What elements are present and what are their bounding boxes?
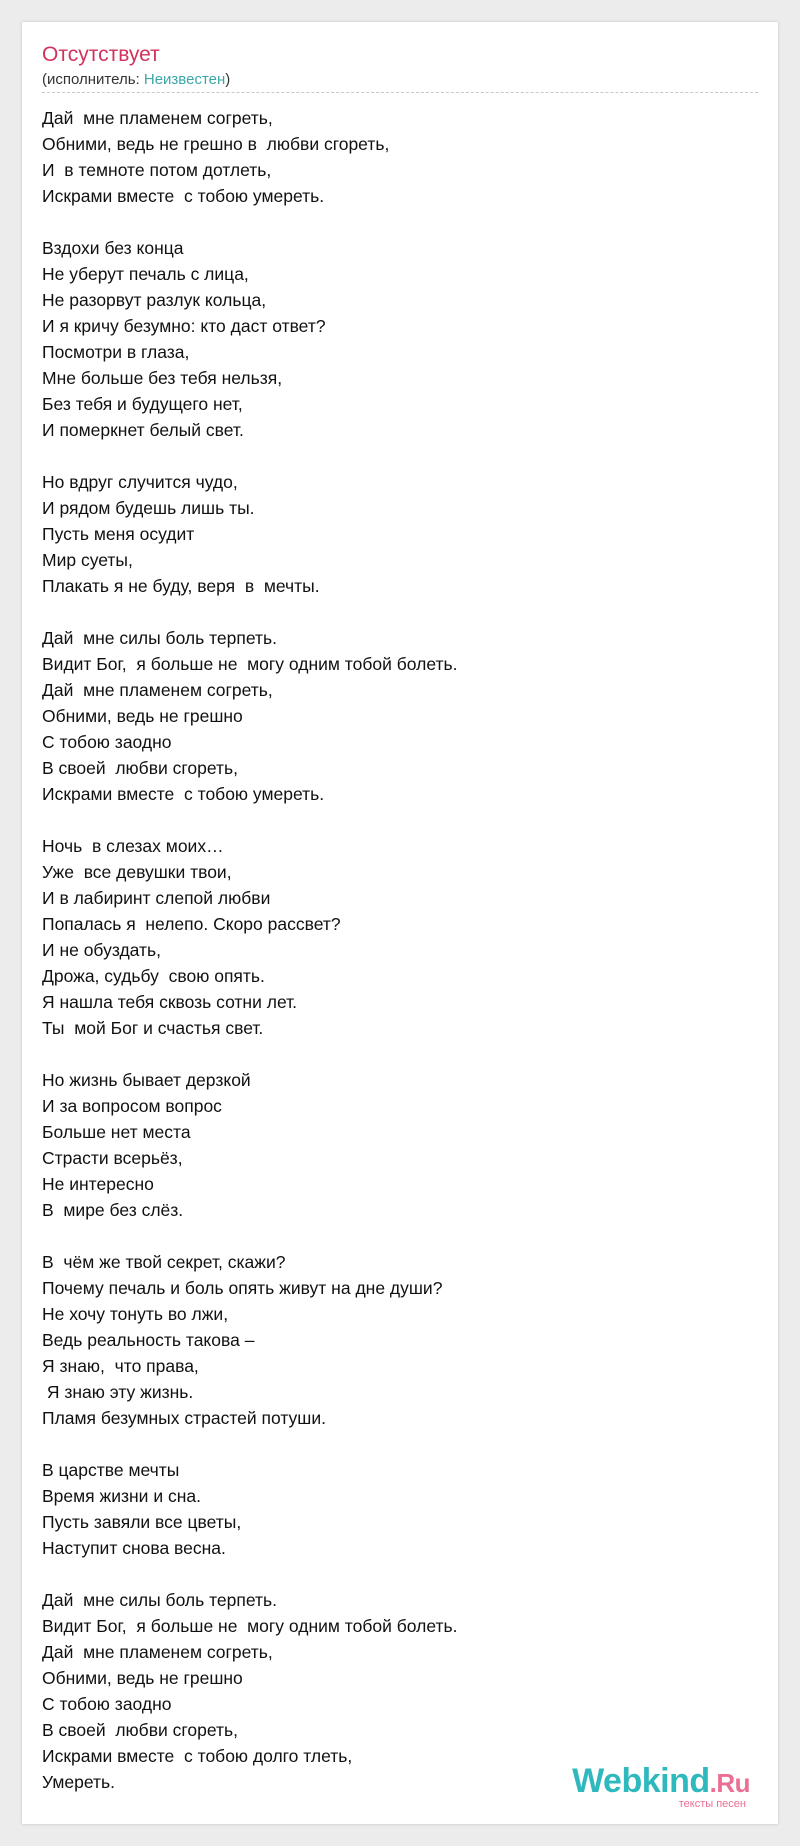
lyrics-line: Наступит снова весна. [42, 1538, 226, 1558]
lyrics-line: Уже все девушки твои, [42, 862, 232, 882]
lyrics-line: Дрожа, судьбу свою опять. [42, 966, 265, 986]
lyrics-line: Дай мне пламенем согреть, [42, 680, 273, 700]
lyrics-line: Не уберут печаль с лица, [42, 264, 249, 284]
song-title: Отсутствует [42, 43, 160, 66]
page-card [22, 22, 778, 1824]
lyrics-line: Обними, ведь не грешно [42, 706, 243, 726]
performer-line [42, 70, 758, 90]
lyrics-line: Я знаю эту жизнь. [42, 1382, 194, 1402]
lyrics-line: Пламя безумных страстей потуши. [42, 1408, 326, 1428]
lyrics-line: Не хочу тонуть во лжи, [42, 1304, 229, 1324]
lyrics-line: И не обуздать, [42, 940, 162, 960]
lyrics-line: Пусть завяли все цветы, [42, 1512, 242, 1532]
lyrics-line: Мир суеты, [42, 550, 133, 570]
lyrics-line: Обними, ведь не грешно [42, 1668, 243, 1688]
logo-tagline: тексты песен [678, 1798, 746, 1810]
lyrics-line: Дай мне пламенем согреть, [42, 108, 273, 128]
lyrics-line: Видит Бог, я больше не могу одним тобой болеть. [42, 1616, 458, 1636]
lyrics-line: Вздохи без конца [42, 238, 184, 258]
lyrics-line: Я знаю, что права, [42, 1356, 199, 1376]
lyrics-line: Дай мне силы боль терпеть. [42, 628, 278, 648]
lyrics-stanza [42, 235, 758, 443]
lyrics-line: Почему печаль и боль опять живут на дне души? [42, 1278, 443, 1298]
lyrics-stanza [42, 1067, 758, 1223]
lyrics-line: Время жизни и сна. [42, 1486, 201, 1506]
lyrics-line: Но вдруг случится чудо, [42, 472, 238, 492]
lyrics-line: И в темноте потом дотлеть, [42, 160, 272, 180]
lyrics-line: Умереть. [42, 1772, 115, 1792]
lyrics-line: В своей любви сгореть, [42, 758, 239, 778]
lyrics-line: Ведь реальность такова – [42, 1330, 255, 1350]
song-header [42, 42, 758, 93]
performer-suffix: ) [225, 71, 231, 88]
logo-tld: .Ru [709, 1768, 750, 1798]
lyrics-line: Дай мне силы боль терпеть. [42, 1590, 278, 1610]
site-logo[interactable] [572, 1764, 750, 1810]
header-divider [42, 92, 758, 93]
lyrics-line: Обними, ведь не грешно в любви сгореть, [42, 134, 390, 154]
lyrics-line: И померкнет белый свет. [42, 420, 244, 440]
lyrics-line: Не интересно [42, 1174, 154, 1194]
lyrics-line: И в лабиринт слепой любви [42, 888, 271, 908]
lyrics-line: Искрами вместе с тобою долго тлеть, [42, 1746, 353, 1766]
lyrics-line: В своей любви сгореть, [42, 1720, 239, 1740]
lyrics-line: Я нашла тебя сквозь сотни лет. [42, 992, 298, 1012]
lyrics-stanza [42, 1457, 758, 1561]
lyrics-line: В чём же твой секрет, скажи? [42, 1252, 286, 1272]
lyrics-line: Не разорвут разлук кольца, [42, 290, 267, 310]
lyrics-stanza [42, 625, 758, 807]
lyrics-line: С тобою заодно [42, 732, 172, 752]
lyrics-stanza [42, 469, 758, 599]
lyrics-line: Ты мой Бог и счастья свет. [42, 1018, 264, 1038]
lyrics-line: Ночь в слезах моих… [42, 836, 224, 856]
lyrics-stanza [42, 105, 758, 209]
lyrics-line: В царстве мечты [42, 1460, 180, 1480]
lyrics-line: Пусть меня осудит [42, 524, 195, 544]
performer-prefix: (исполнитель: [42, 71, 144, 88]
lyrics-line: Искрами вместе с тобою умереть. [42, 186, 325, 206]
logo-name: Webkind [572, 1762, 710, 1800]
lyrics-line: Плакать я не буду, веря в мечты. [42, 576, 320, 596]
lyrics-line: Без тебя и будущего нет, [42, 394, 243, 414]
lyrics-line: С тобою заодно [42, 1694, 172, 1714]
lyrics-line: Но жизнь бывает дерзкой [42, 1070, 251, 1090]
lyrics-stanza [42, 833, 758, 1041]
lyrics-line: Страсти всерьёз, [42, 1148, 183, 1168]
lyrics-line: В мире без слёз. [42, 1200, 184, 1220]
lyrics-line: И за вопросом вопрос [42, 1096, 222, 1116]
performer-link[interactable]: Неизвестен [143, 71, 226, 88]
lyrics-line: И рядом будешь лишь ты. [42, 498, 255, 518]
lyrics-line: Попалась я нелепо. Скоро рассвет? [42, 914, 341, 934]
lyrics-body [42, 105, 758, 1821]
lyrics-line: Посмотри в глаза, [42, 342, 190, 362]
lyrics-stanza [42, 1249, 758, 1431]
lyrics-line: Больше нет места [42, 1122, 191, 1142]
logo-wordmark [572, 1764, 750, 1800]
lyrics-line: Видит Бог, я больше не могу одним тобой болеть. [42, 654, 458, 674]
lyrics-line: Искрами вместе с тобою умереть. [42, 784, 325, 804]
lyrics-line: И я кричу безумно: кто даст ответ? [42, 316, 326, 336]
lyrics-line: Мне больше без тебя нельзя, [42, 368, 283, 388]
lyrics-line: Дай мне пламенем согреть, [42, 1642, 273, 1662]
